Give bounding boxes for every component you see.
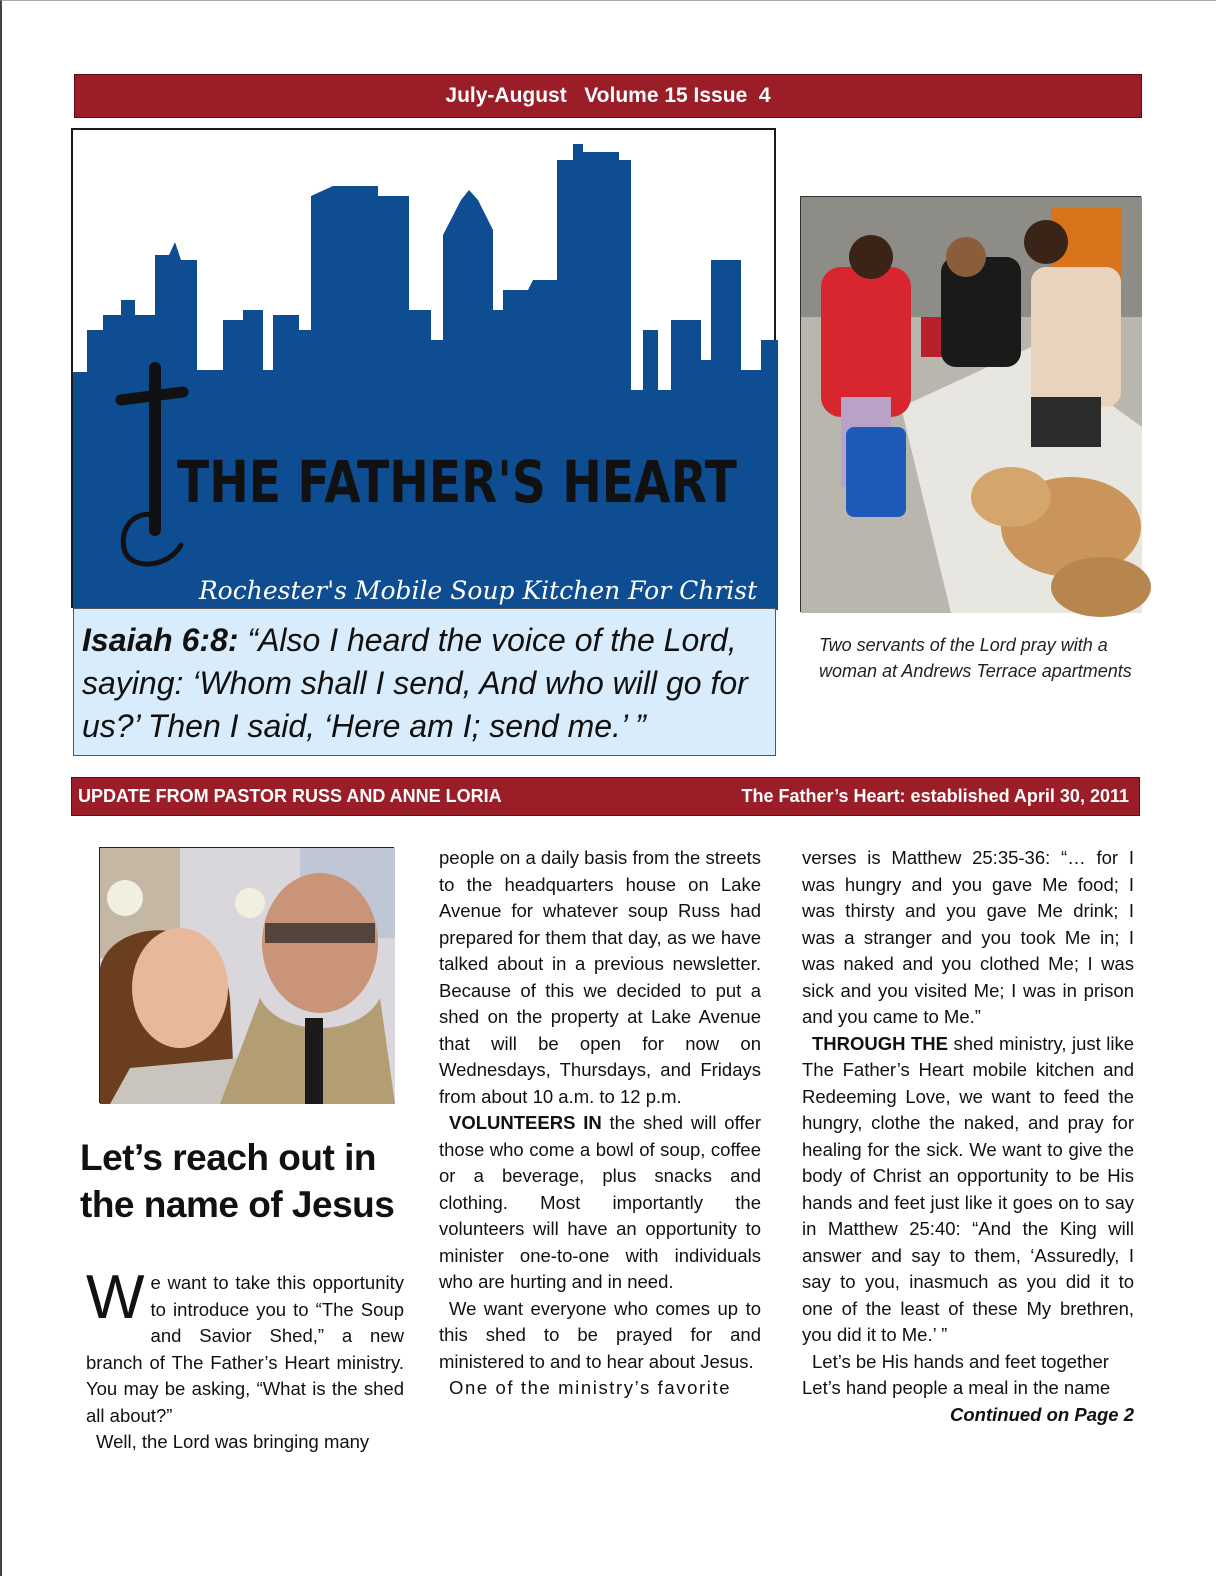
photo-caption: Two servants of the Lord pray with a woman at Andrews Terrace apartments	[819, 635, 1132, 681]
issue-banner	[74, 74, 1142, 118]
paragraph-6-lead: THROUGH THE	[812, 1032, 948, 1054]
masthead-logo	[71, 128, 776, 608]
scripture-verse	[73, 608, 776, 756]
paragraph-5-start: One of the ministry’s favorite	[449, 1377, 732, 1398]
verse-reference: Isaiah 6:8:	[82, 622, 239, 658]
drop-cap: W	[86, 1263, 145, 1332]
paragraph-2-continued: people on a daily basis from the streets to the headquarters house on Lake Avenue for whatever soup Russ had prepared for them that day, as we have talked about in a previous newsletter. Because of this we decided to put a shed on the property at Lake Avenue that will be open for now on Wednesdays, Thursdays, and Fridays from about 10 a.m. to 12 p.m.	[439, 847, 761, 1107]
paragraph-3: the shed will offer those who come a bowl of soup, coffee or a beverage, plus snacks and clothing. Most importantly the volunteers will have an opportunity to minister one-to-one with individuals who are hurting and in need.	[439, 1112, 761, 1292]
event-photo	[800, 196, 1141, 612]
issue-line: July-August Volume 15 Issue 4	[445, 84, 771, 107]
paragraph-1: e want to take this opportunity to introduce you to “The Soup and Savior Shed,” a new branch of The Father’s Heart ministry. You may be asking, “What is the shed all about?”	[86, 1272, 404, 1426]
skyline-graphic	[73, 130, 778, 610]
article-column-1	[86, 1263, 404, 1456]
verse-text: “Also I heard the voice of the Lord, saying: ‘Whom shall I send, And who will go for us?’ Then I said, ‘Here am I; send me.’ ”	[82, 622, 748, 744]
article-column-3	[802, 845, 1134, 1428]
paragraph-2-start: Well, the Lord was bringing many	[96, 1431, 370, 1452]
paragraph-5-continued: verses is Matthew 25:35-36: “… for I was hungry and you gave Me food; I was thirsty and you gave Me drink; I was a stranger and you took Me in; I was naked and you clothed Me; I was sick and you visited Me; I was in prison and you came to Me.”	[802, 847, 1134, 1027]
established-date: The Father’s Heart: established April 30, 2011	[741, 786, 1129, 806]
paragraph-6: shed ministry, just like The Father’s Heart mobile kitchen and Redeeming Love, we want to feed the hungry, clothe the naked, and pray for healing for the sick. We want to give the body of Christ an opportunity to be His hands and feet just like it goes on to say in Matthew 25:40: “And the King will answer and say to them, ‘Assuredly, I say to you, inasmuch as you did it to one of the least of these My brethren, you did it to Me.’ ”	[802, 1032, 1134, 1345]
section-title: UPDATE FROM PASTOR RUSS AND ANNE LORIA	[78, 786, 502, 806]
paragraph-4: We want everyone who comes up to this shed to be prayed for and ministered to and to hear about Jesus.	[439, 1297, 761, 1372]
logo-text: THE FATHER'S HEART	[177, 448, 738, 516]
article-headline: Let’s reach out in the name of Jesus	[80, 1137, 395, 1225]
pastor-couple-photo	[99, 847, 394, 1103]
paragraph-3-lead: VOLUNTEERS IN	[449, 1112, 602, 1133]
continued-link[interactable]: Continued on Page 2	[950, 1403, 1134, 1425]
paragraph-7: Let’s be His hands and feet together Let’s hand people a meal in the name	[802, 1350, 1111, 1398]
tagline: Rochester's Mobile Soup Kitchen For Christ	[198, 576, 758, 605]
section-banner	[71, 777, 1140, 816]
article-column-2	[439, 845, 761, 1402]
